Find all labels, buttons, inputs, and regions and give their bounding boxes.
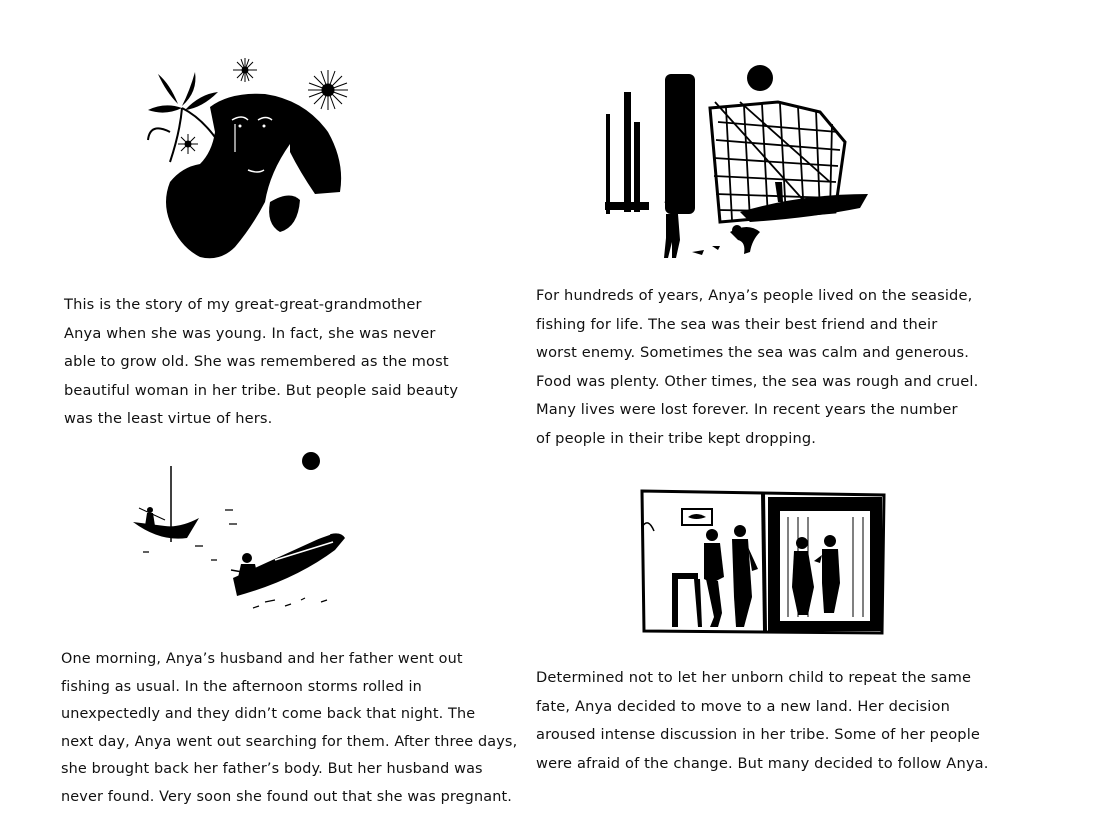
person-icon (672, 525, 758, 627)
story-line: unexpectedly and they didn’t come back that night. The (61, 706, 476, 722)
story-line: For hundreds of years, Anya’s people lived on the seaside, (536, 287, 973, 304)
story-line: she brought back her father’s body. But her husband was (61, 761, 483, 777)
story-line: fate, Anya decided to move to a new land. Her decision (536, 697, 950, 715)
story-line: worst enemy. Sometimes the sea was calm and generous. (536, 344, 970, 361)
story-line: fishing as usual. In the afternoon storms rolled in (61, 678, 422, 695)
story-line: aroused intense discussion in her tribe. Some of her people (536, 726, 981, 743)
story-line: Determined not to let her unborn child to repeat the same (536, 669, 972, 686)
fishing-village-illustration (600, 62, 875, 267)
sailboat-icon (133, 466, 199, 542)
story-line: This is the story of my great-great-grandmother (64, 296, 422, 313)
story-line: beautiful woman in her tribe. But people said beauty (64, 381, 459, 399)
fishing-boats-illustration (125, 450, 355, 620)
story-line: Many lives were lost forever. In recent years the number (536, 401, 958, 418)
woman-with-flowers-illustration (140, 52, 360, 267)
story-paragraph-fishing-storm (61, 646, 517, 811)
tribe-meeting-illustration (638, 487, 890, 637)
story-paragraph-tribe-discussion (536, 664, 989, 778)
story-line: next day, Anya went out searching for them. After three days, (61, 733, 518, 750)
rowboat-icon (231, 533, 345, 596)
story-line: Food was plenty. Other times, the sea was rough and cruel. (536, 372, 979, 390)
story-line: fishing for life. The sea was their best friend and their (536, 315, 938, 333)
story-line: was the least virtue of hers. (64, 410, 273, 427)
story-paragraph-anya-portrait (64, 291, 458, 434)
post-icon (605, 74, 695, 214)
story-line: One morning, Anya’s husband and her father went out (61, 651, 463, 667)
sun-icon (747, 65, 773, 91)
story-line: able to grow old. She was remembered as the most (64, 353, 449, 370)
story-line: Anya when she was young. In fact, she was never (64, 324, 436, 342)
story-line: never found. Very soon she found out that she was pregnant. (61, 788, 512, 805)
room-icon (642, 491, 884, 633)
sun-icon (302, 452, 320, 470)
story-paragraph-seaside-village (536, 282, 978, 453)
woman-silhouette-icon (166, 94, 341, 258)
story-line: of people in their tribe kept dropping. (536, 429, 817, 447)
story-line: were afraid of the change. But many decided to follow Anya. (536, 754, 989, 772)
picture-frame-icon (682, 509, 712, 525)
boat-icon (740, 182, 868, 222)
